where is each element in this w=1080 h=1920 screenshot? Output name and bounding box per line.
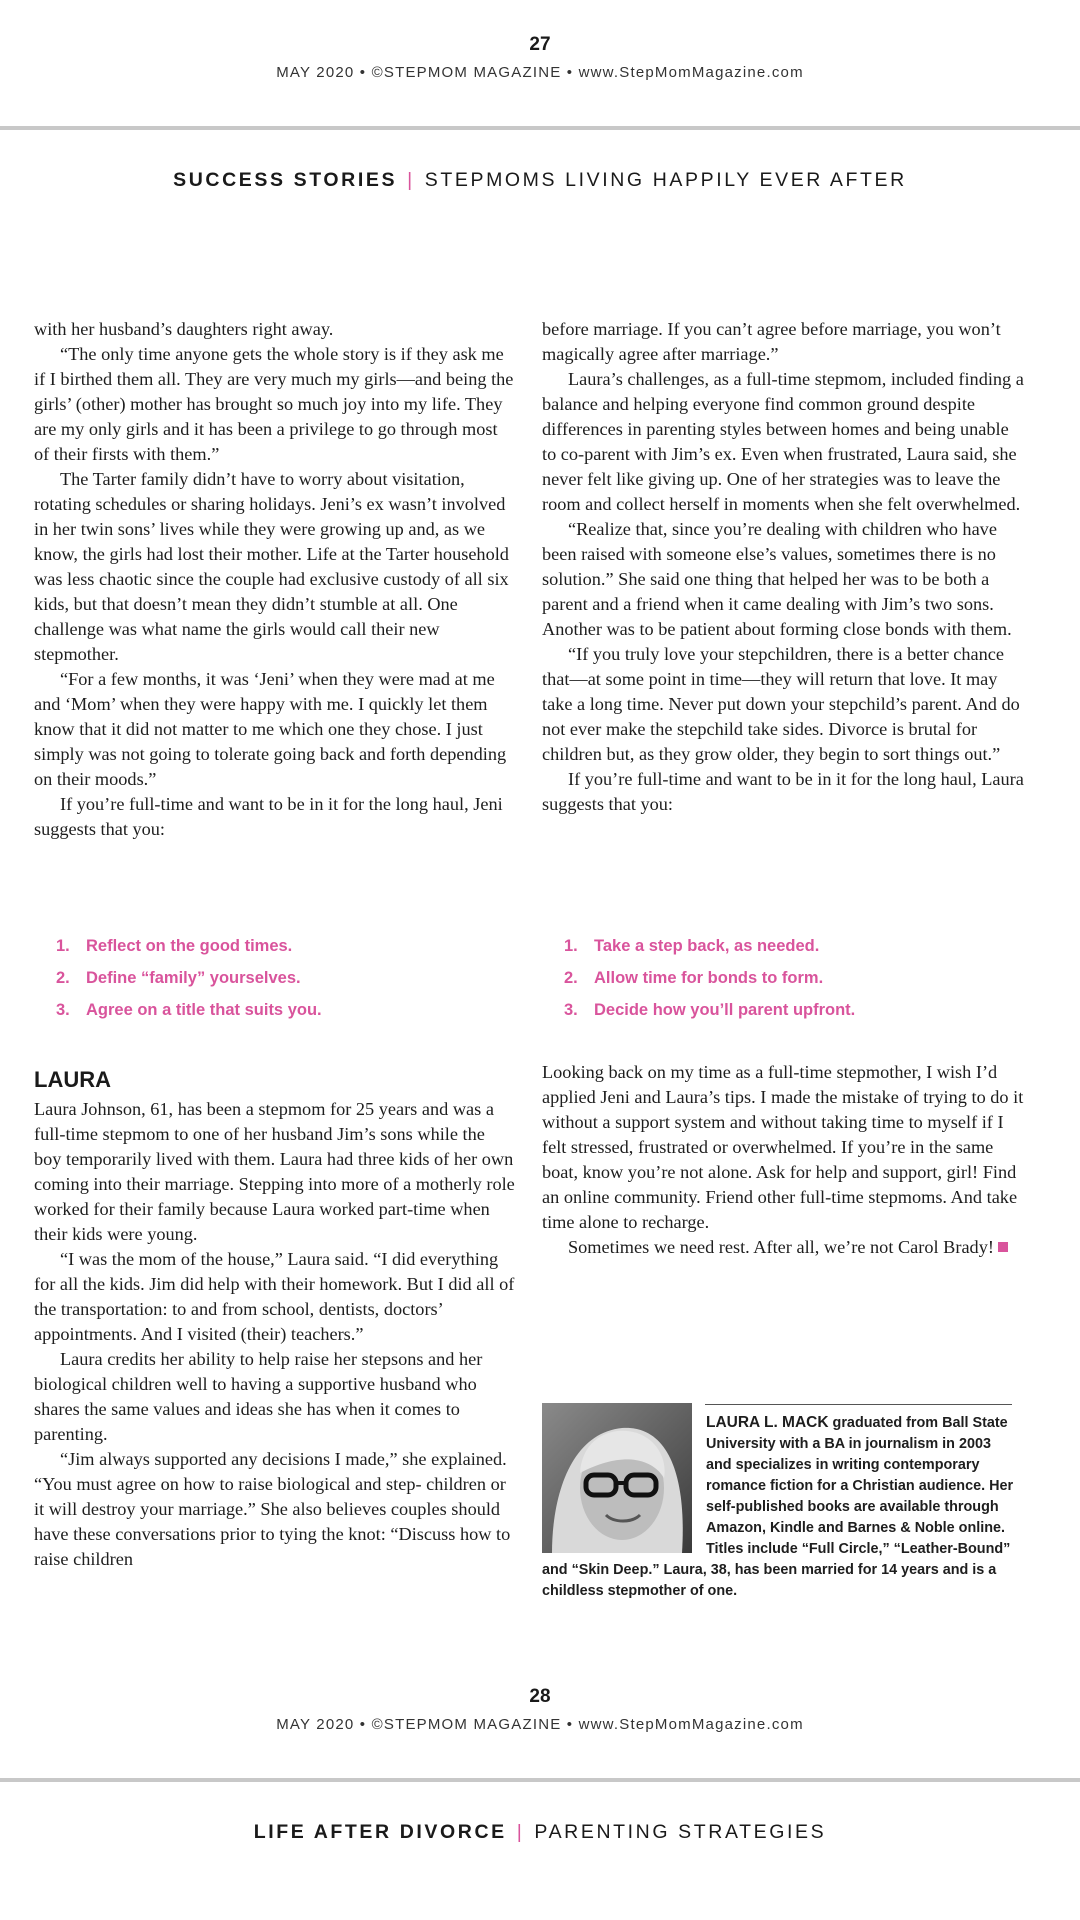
divider-bottom (0, 1778, 1080, 1782)
section-divider: | (516, 1821, 525, 1843)
paragraph: before marriage. If you can’t agree before marriage, you won’t magically agree after marriage.” (542, 319, 1001, 364)
divider-top (0, 126, 1080, 130)
right-column-closing (542, 1060, 1024, 1260)
right-column (542, 317, 1024, 817)
end-mark-icon (998, 1242, 1008, 1252)
laura-tips-list (542, 930, 855, 1026)
list-item: 1. Reflect on the good times. (56, 937, 293, 955)
section-header-bottom (0, 1821, 1080, 1844)
list-item: 2. Allow time for bonds to form. (564, 969, 824, 987)
list-item: 1. Take a step back, as needed. (564, 937, 820, 955)
list-item: 2. Define “family” yourselves. (56, 969, 301, 987)
author-name: LAURA L. MACK (706, 1414, 829, 1431)
paragraph: “I was the mom of the house,” Laura said. “I did everything for all the kids. Jim did help with their homework. But I did all of the transportation: to and from school, dentists, doctors’ appointments. And I visited (their) teachers.” (34, 1249, 515, 1344)
paragraph: Laura Johnson, 61, has been a stepmom for 25 years and was a full-time stepmom to one of her husband Jim’s sons while the boy temporarily lived with them. Laura had three kids of her own coming into their marriage. Stepping into more of a motherly role worked for their family because Laura worked part-time when their kids were young. (34, 1099, 515, 1244)
page-number-top: 27 (529, 34, 551, 55)
section-subtitle: STEPMOMS LIVING HAPPILY EVER AFTER (424, 169, 907, 191)
left-column-laura (34, 1097, 516, 1572)
bio-divider (705, 1404, 1012, 1405)
paragraph: “Jim always supported any decisions I made,” she explained. “You must agree on how to raise biological and step- children or it will destroy your marriage.” She also believes couples should have these conversations prior to tying the knot: “Discuss how to raise children (34, 1449, 511, 1569)
author-bio-text: graduated from Ball State University with a BA in journalism in 2003 and specializes in writing contemporary romance fiction for a Christian audience. Her self-published books are available through Amazon, Kindle and Barnes & Noble online. Titles include “Full Circle,” “Leather-Bound” and “Skin Deep.” Laura, 38, has been married for 14 years and is a childless stepmother of one. (542, 1415, 1014, 1599)
list-item: 3. Decide how you’ll parent upfront. (564, 1001, 856, 1019)
section-header-top (0, 169, 1080, 192)
list-item: 3. Agree on a title that suits you. (56, 1001, 322, 1019)
issue-line-top: MAY 2020 • ©STEPMOM MAGAZINE • www.StepMomMagazine.com (276, 64, 804, 81)
paragraph: Sometimes we need rest. After all, we’re not Carol Brady! (542, 1235, 1024, 1260)
paragraph: “Realize that, since you’re dealing with children who have been raised with someone else’s values, sometimes there is no solution.” She said one thing that helped her was to be both a parent and a friend when it came dealing with Jim’s two sons. Another was to be patient about forming close bonds with them. (542, 519, 1012, 639)
paragraph: Laura’s challenges, as a full-time stepmom, included finding a balance and helping everyone find common ground despite differences in parenting styles between homes and being unable to co-parent with Jim’s ex. Even when frustrated, Laura said, she never felt like giving up. One of her strategies was to leave the room and collect herself in moments when she felt overwhelmed. (542, 369, 1024, 514)
paragraph: Laura credits her ability to help raise her stepsons and her biological children well to having a supportive husband who shares the same values and ideas she has when it comes to parenting. (34, 1349, 483, 1444)
author-bio (542, 1412, 1014, 1602)
paragraph: “For a few months, it was ‘Jeni’ when they were mad at me and ‘Mom’ when they were happy with me. I quickly let them know that it did not matter to me which one they chose. I just simply was not going to tolerate going back and forth depending on their moods.” (34, 669, 507, 789)
section-subtitle: PARENTING STRATEGIES (534, 1821, 827, 1843)
paragraph: Looking back on my time as a full-time stepmother, I wish I’d applied Jeni and Laura’s tips. I made the mistake of trying to do it without a support system and without taking time to myself if I felt stressed, frustrated or overwhelmed. If you’re in the same boat, know you’re not alone. Ask for help and support, girl! Find an online community. Friend other full-time stepmoms. And take time alone to recharge. (542, 1062, 1024, 1232)
paragraph: If you’re full-time and want to be in it for the long haul, Jeni suggests that you: (34, 794, 503, 839)
issue-line-bottom: MAY 2020 • ©STEPMOM MAGAZINE • www.StepMomMagazine.com (276, 1716, 804, 1733)
section-title: SUCCESS STORIES (173, 169, 398, 191)
jeni-tips-list (34, 930, 322, 1026)
page-number-bottom: 28 (529, 1686, 551, 1707)
subheading-laura: LAURA (34, 1067, 111, 1092)
paragraph: The Tarter family didn’t have to worry about visitation, rotating schedules or sharing holidays. Jeni’s ex wasn’t involved in her twin sons’ lives while they were growing up and, as we know, the girls had lost their mother. Life at the Tarter household was less chaotic since the couple had exclusive custody of all six kids, but that doesn’t mean they didn’t stumble at all. One challenge was what name the girls would call their new stepmother. (34, 469, 509, 664)
left-column (34, 317, 516, 842)
section-divider: | (407, 169, 415, 191)
section-title: LIFE AFTER DIVORCE (253, 1821, 507, 1843)
paragraph: “The only time anyone gets the whole story is if they ask me if I birthed them all. They are very much my girls—and being the girls’ (other) mother has brought so much joy into my life. They are my only girls and it has been a privilege to go through most of their firsts with them.” (34, 344, 514, 464)
paragraph: with her husband’s daughters right away. (34, 319, 334, 339)
paragraph: If you’re full-time and want to be in it for the long haul, Laura suggests that you: (542, 769, 1024, 814)
paragraph: “If you truly love your stepchildren, there is a better chance that—at some point in time—they will return that love. It may take a long time. Never put down your stepchild’s parent. And do not ever make the stepchild take sides. Divorce is brutal for children but, as they grow older, they begin to sort things out.” (542, 644, 1020, 764)
